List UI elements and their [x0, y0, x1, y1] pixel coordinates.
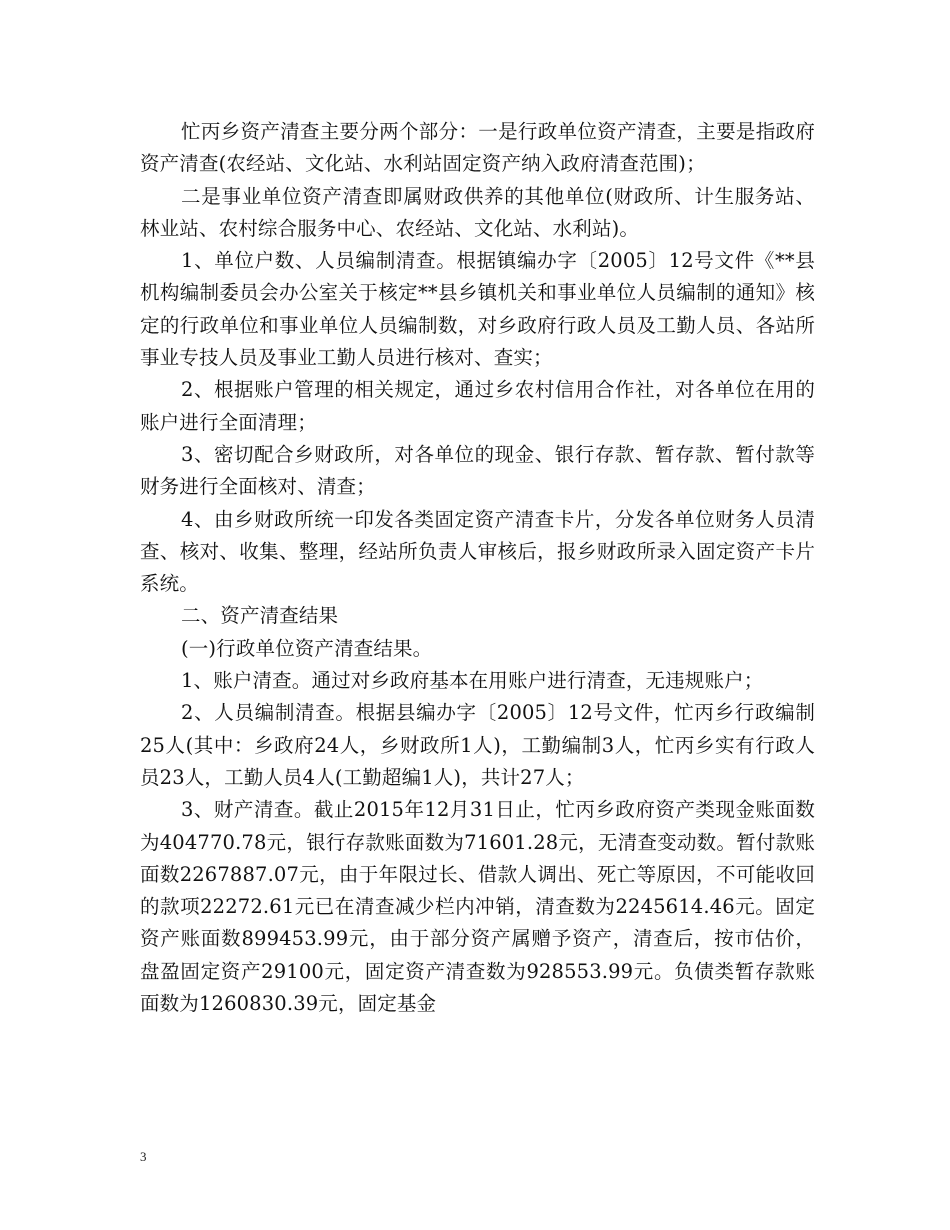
- paragraph-result-1-accounts: 1、账户清查。通过对乡政府基本在用账户进行清查，无违规账户；: [181, 669, 764, 693]
- section-heading-results: 二、资产清查结果: [181, 604, 339, 628]
- paragraph-result-3-property: 3、财产清查。截止2015年12月31日止，忙丙乡政府资产类现金账面数为404770.78元，银行存款账面数为71601.28元，无清查变动数。暂付款账面数2267887.07元，由于年限过长、借款人调出、死亡等原因，不可能收回的款项22272.61元已在清查减少栏内冲销，清查数为2245614.46元。固定资产账面数899453.99元，由于部分资产属赠予资产，清查后，按市估价，盘盈固定资产29100元，固定资产清查数为928553.99元。负债类暂存款账面数为1260830.39元，固定基金: [140, 798, 815, 1016]
- page-number: 3: [140, 1149, 147, 1164]
- paragraph-item-2-accounts: 2、根据账户管理的相关规定，通过乡农村信用合作社，对各单位在用的账户进行全面清理；: [140, 378, 815, 434]
- paragraph-item-1-staffing: 1、单位户数、人员编制清查。根据镇编办字〔2005〕12号文件《**县机构编制委员会办公室关于核定**县乡镇机关和事业单位人员编制的通知》核定的行政单位和事业单位人员编制数，对乡政府行政人员及工勤人员、各站所事业专技人员及事业工勤人员进行核对、查实；: [140, 249, 815, 370]
- subsection-heading-admin-results: (一)行政单位资产清查结果。: [181, 636, 433, 660]
- paragraph-item-3-finance: 3、密切配合乡财政所，对各单位的现金、银行存款、暂存款、暂付款等财务进行全面核对、清查；: [140, 442, 815, 499]
- paragraph-scope-part-one: 忙丙乡资产清查主要分两个部分：一是行政单位资产清查，主要是指政府资产清查(农经站、文化站、水利站固定资产纳入政府清查范围)；: [140, 120, 815, 176]
- paragraph-item-4-fixed-assets: 4、由乡财政所统一印发各类固定资产清查卡片，分发各单位财务人员清查、核对、收集、整理，经站所负责人审核后，报乡财政所录入固定资产卡片系统。: [140, 507, 815, 596]
- paragraph-scope-part-two: 二是事业单位资产清查即属财政供养的其他单位(财政所、计生服务站、林业站、农村综合服务中心、农经站、文化站、水利站)。: [140, 184, 815, 240]
- document-body: [140, 116, 815, 1020]
- paragraph-result-2-staffing: 2、人员编制清查。根据县编办字〔2005〕12号文件，忙丙乡行政编制25人(其中：乡政府24人，乡财政所1人)，工勤编制3人，忙丙乡实有行政人员23人，工勤人员4人(工勤超编1人)，共计27人；: [140, 701, 815, 789]
